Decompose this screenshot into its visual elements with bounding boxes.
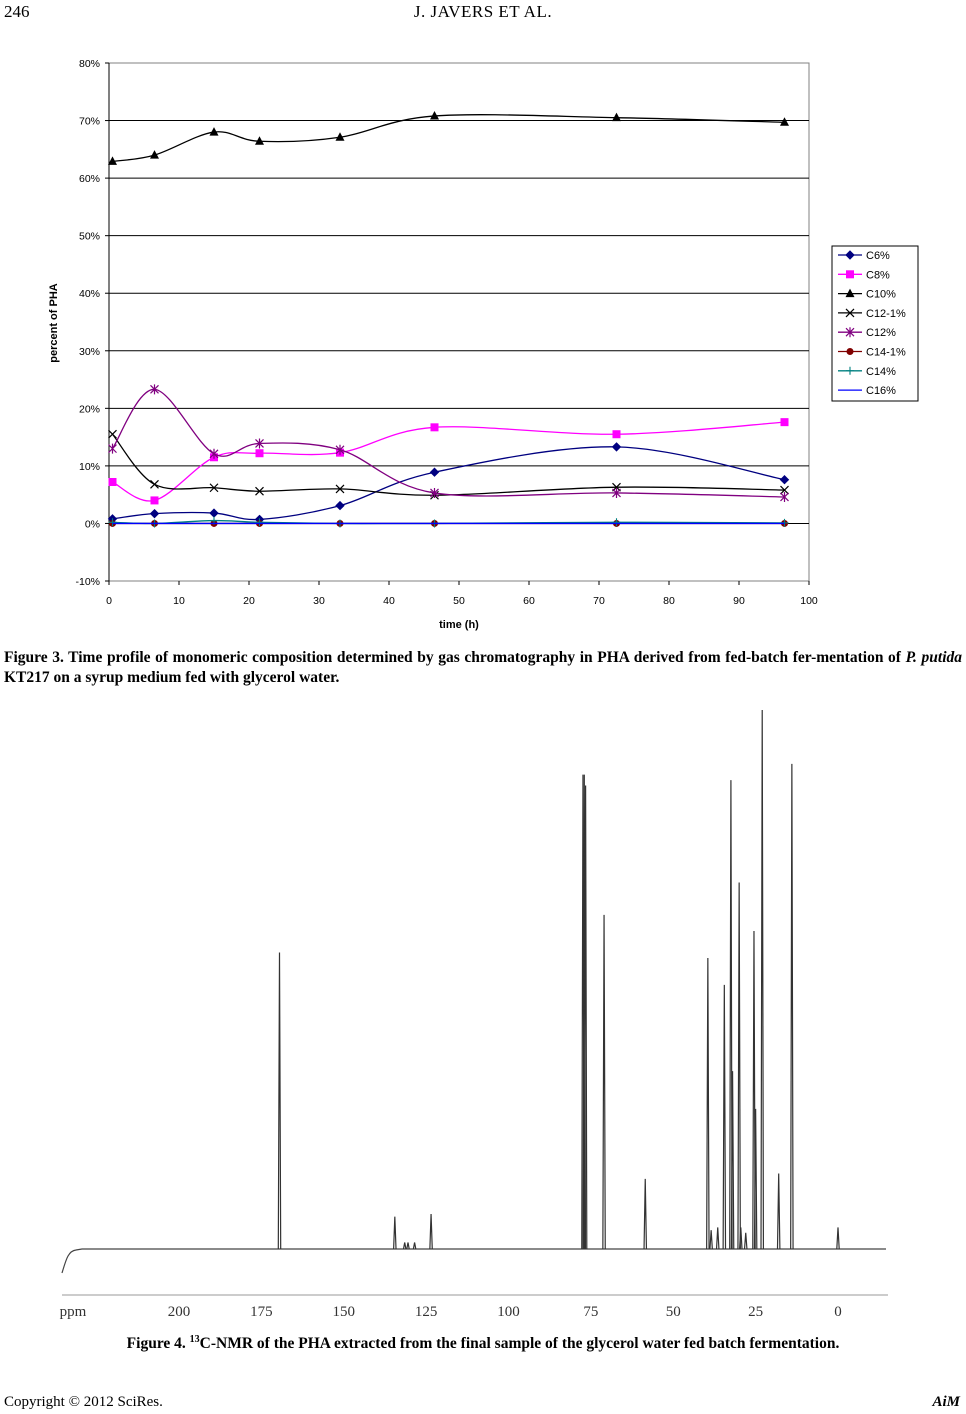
nmr-tick-label: 200	[167, 1304, 191, 1320]
nmr-peak	[394, 1217, 396, 1249]
nmr-tick-label: 0	[834, 1304, 842, 1320]
copyright: Copyright © 2012 SciRes.	[4, 1394, 163, 1410]
nmr-peak	[407, 1243, 409, 1249]
nmr-baseline	[62, 1249, 886, 1273]
nmr-peak	[761, 710, 763, 1249]
x-tick-label: 30	[313, 595, 325, 607]
y-tick-label: 50%	[78, 230, 100, 243]
legend-label: C14%	[866, 365, 896, 378]
nmr-peak	[723, 985, 725, 1249]
caption4-superscript: 13	[189, 1334, 200, 1345]
y-tick-label: 60%	[78, 173, 100, 186]
caption-lead: Figure 3. Time profile of monomeric composition determined by gas chromatography in PHA derived from fed-batch fer-mentation of	[4, 649, 906, 666]
x-tick-labels	[106, 595, 818, 607]
nmr-tick-label: 150	[332, 1304, 355, 1320]
y-tick-label: 70%	[78, 115, 100, 128]
x-tick-label: 20	[243, 595, 255, 607]
data-point	[109, 478, 117, 486]
nmr-peak	[644, 1179, 646, 1249]
nmr-trace	[62, 710, 886, 1273]
data-point	[431, 423, 439, 431]
x-tick-label: 80	[663, 595, 675, 607]
nmr-peak	[278, 953, 280, 1249]
data-point	[151, 496, 159, 504]
x-tick-label: 70	[593, 595, 605, 607]
x-tick-label: 50	[453, 595, 465, 607]
legend	[832, 246, 918, 401]
data-point	[256, 449, 264, 457]
nmr-peak	[430, 1214, 432, 1249]
composition-line-chart	[0, 40, 966, 640]
legend-label: C16%	[866, 385, 896, 398]
y-axis-label: percent of PHA	[48, 283, 60, 363]
nmr-tick-label: 175	[250, 1304, 273, 1320]
legend-label: C6%	[866, 250, 890, 262]
page-header	[0, 2, 966, 24]
x-tick-label: 10	[173, 595, 185, 607]
y-tick-label: 0%	[84, 518, 100, 531]
nmr-peak	[717, 1227, 719, 1249]
legend-label: C12-1%	[866, 307, 906, 320]
x-tick-label: 90	[733, 595, 745, 607]
nmr-peak	[738, 882, 740, 1249]
nmr-peak	[710, 1230, 712, 1249]
x-tick-label: 100	[800, 595, 818, 607]
x-tick-label: 60	[523, 595, 535, 607]
nmr-peak	[837, 1227, 839, 1249]
x-axis-label: time (h)	[439, 619, 479, 631]
page-number: 246	[4, 2, 30, 21]
figure-4-caption	[0, 1334, 966, 1353]
caption4-text: C-NMR of the PHA extracted from the final sample of the glycerol water fed batch fermentation.	[199, 1335, 840, 1353]
plot-area	[109, 63, 809, 581]
legend-label: C14-1%	[866, 346, 906, 359]
nmr-peak	[413, 1243, 415, 1249]
nmr-tick-label: 125	[414, 1304, 438, 1320]
nmr-unit-label: ppm	[59, 1304, 87, 1320]
nmr-peak	[791, 764, 793, 1249]
legend-swatch-marker	[847, 348, 854, 355]
nmr-peak	[603, 915, 605, 1249]
x-tick-label: 40	[383, 595, 395, 607]
nmr-tick-label: 25	[748, 1304, 764, 1320]
journal-logo: AiM	[932, 1394, 960, 1410]
data-point	[613, 430, 621, 438]
caption-species: P. putida	[905, 649, 962, 666]
legend-label: C10%	[866, 288, 896, 301]
nmr-tick-label: 75	[583, 1304, 599, 1320]
y-tick-label: 20%	[78, 403, 100, 416]
x-tick-label: 0	[106, 595, 112, 607]
y-tick-label: 30%	[78, 345, 100, 358]
y-tick-label: -10%	[75, 576, 100, 588]
nmr-peak	[745, 1233, 747, 1249]
legend-swatch-marker	[846, 270, 854, 278]
data-point	[781, 418, 789, 426]
nmr-peak	[404, 1243, 406, 1249]
nmr-peak	[777, 1174, 779, 1249]
legend-label: C8%	[866, 269, 890, 282]
y-tick-label: 10%	[78, 460, 100, 473]
y-tick-label: 40%	[78, 288, 100, 301]
caption-tail: KT217 on a syrup medium fed with glycerol water.	[4, 669, 340, 686]
nmr-tick-labels	[168, 1304, 842, 1320]
legend-label: C12%	[866, 327, 896, 340]
figure-3-caption	[4, 648, 962, 688]
nmr-peak	[707, 958, 709, 1249]
caption4-prefix: Figure 4.	[126, 1335, 190, 1353]
nmr-spectrum	[0, 700, 966, 1330]
y-tick-label: 80%	[78, 58, 100, 70]
y-tick-labels	[75, 58, 100, 588]
nmr-tick-label: 50	[665, 1304, 681, 1320]
running-title: J. JAVERS ET AL.	[413, 2, 553, 21]
nmr-tick-label: 100	[497, 1304, 520, 1320]
